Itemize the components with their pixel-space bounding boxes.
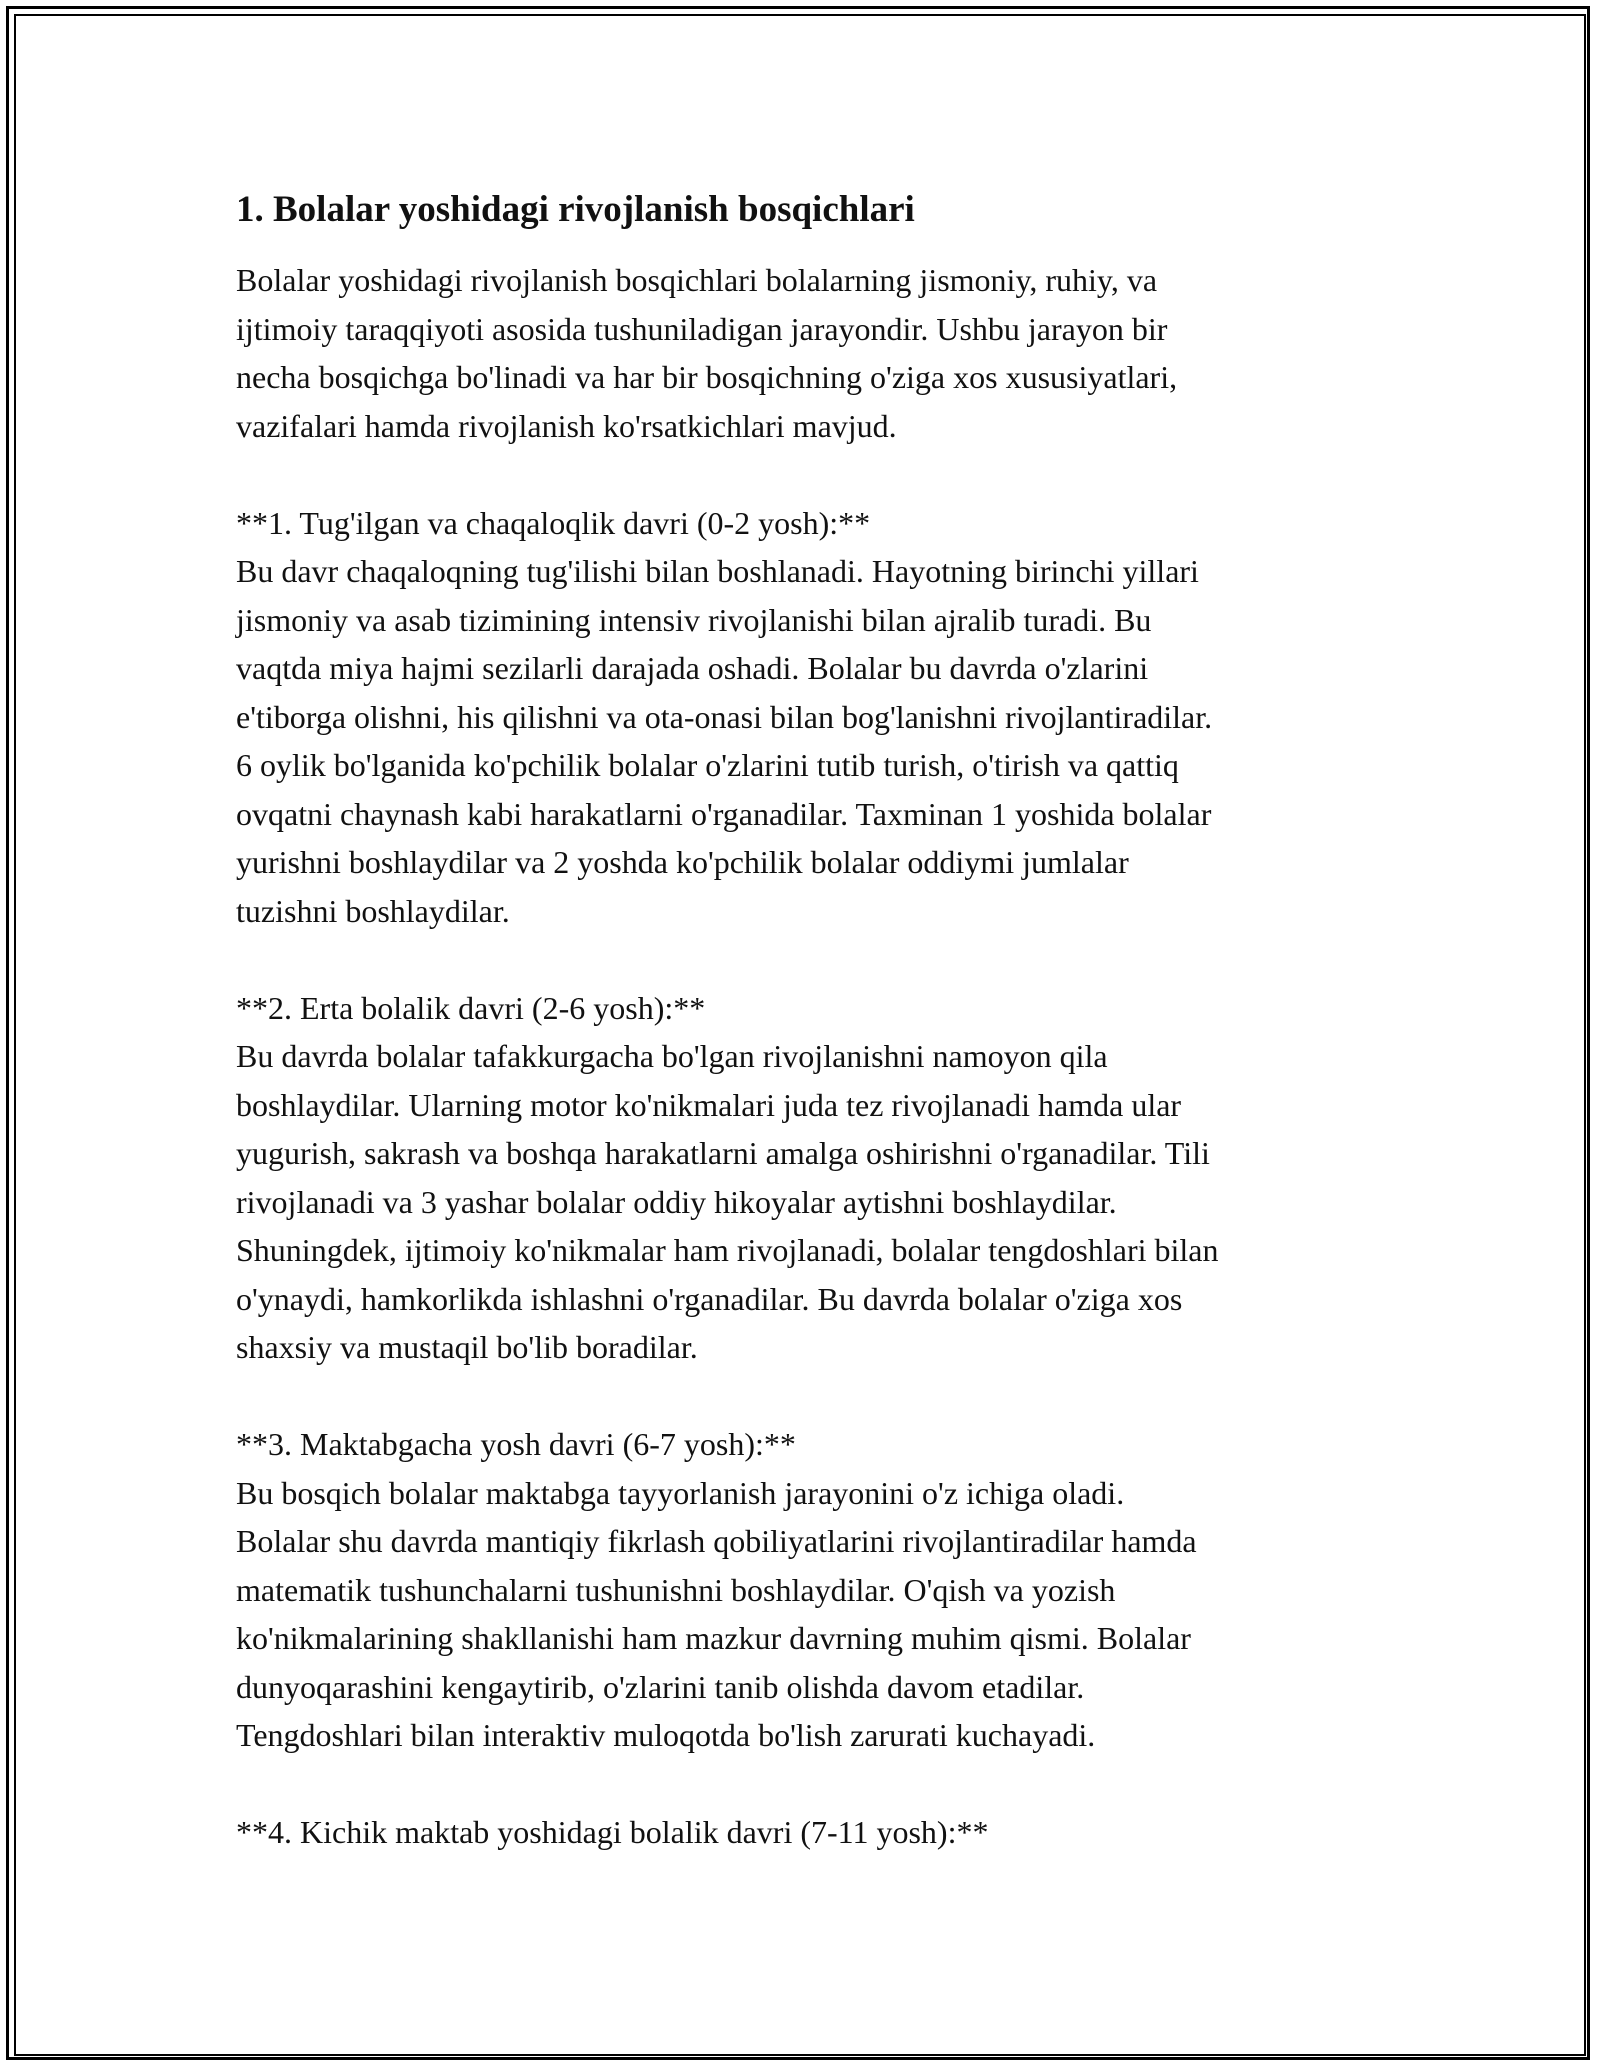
section-1 bbox=[236, 499, 1366, 936]
section-title: **4. Kichik maktab yoshidagi bolalik davri (7-11 yosh):** bbox=[236, 1814, 989, 1850]
document-content bbox=[236, 186, 1366, 1857]
section-body: Bu davr chaqaloqning tug'ilishi bilan boshlanadi. Hayotning birinchi yillari jismoniy va asab tizimining intensiv rivojlanishi bilan ajralib turadi. Bu vaqtda miya hajmi sezilarli darajada oshadi. Bolalar bu davrda o'zlarini e'tiborga olishni, his qilishni va ota-onasi bilan bog'lanishni rivojlantiradilar. 6 oylik bo'lganida ko'pchilik bolalar o'zlarini tutib turish, o'tirish va qattiq ovqatni chaynash kabi harakatlarni o'rganadilar. Taxminan 1 yoshida bolalar yurishni boshlaydilar va 2 yoshda ko'pchilik bolalar oddiymi jumlalar tuzishni boshlaydilar. bbox=[236, 553, 1213, 929]
section-4 bbox=[236, 1808, 1366, 1857]
section-body: Bu bosqich bolalar maktabga tayyorlanish jarayonini o'z ichiga oladi. Bolalar shu davrda mantiqiy fikrlash qobiliyatlarini rivojlantiradilar hamda matematik tushunchalarni tushunishni boshlaydilar. O'qish va yozish ko'nikmalarining shakllanishi ham mazkur davrning muhim qismi. Bolalar dunyoqarashini kengaytirib, o'zlarini tanib olishda davom etadilar. Tengdoshlari bilan interaktiv muloqotda bo'lish zarurati kuchayadi. bbox=[236, 1474, 1197, 1753]
document-heading: 1. Bolalar yoshidagi rivojlanish bosqichlari bbox=[236, 189, 915, 230]
intro-paragraph: Bolalar yoshidagi rivojlanish bosqichlari bolalarning jismoniy, ruhiy, va ijtimoiy taraqqiyoti asosida tushuniladigan jarayondir. Ushbu jarayon bir necha bosqichga bo'linadi va har bir bosqichning o'ziga xos xususiyatlari, vazifalari hamda rivojlanish ko'rsatkichlari mavjud. bbox=[236, 262, 1178, 444]
section-title: **2. Erta bolalik davri (2-6 yosh):** bbox=[236, 989, 706, 1026]
section-3 bbox=[236, 1420, 1366, 1760]
section-body: Bu davrda bolalar tafakkurgacha bo'lgan rivojlanishni namoyon qila boshlaydilar. Ularning motor ko'nikmalari juda tez rivojlanadi hamda ular yugurish, sakrash va boshqa harakatlarni amalga oshirishni o'rganadilar. Tili rivojlanadi va 3 yashar bolalar oddiy hikoyalar aytishni boshlaydilar. Shuningdek, ijtimoiy ko'nikmalar ham rivojlanadi, bolalar tengdoshlari bilan o'ynaydi, hamkorlikda ishlashni o'rganadilar. Bu davrda bolalar o'ziga xos shaxsiy va mustaqil bo'lib boradilar. bbox=[236, 1038, 1219, 1365]
section-2 bbox=[236, 984, 1366, 1372]
section-title: **3. Maktabgacha yosh davri (6-7 yosh):** bbox=[236, 1426, 796, 1462]
section-title: **1. Tug'ilgan va chaqaloqlik davri (0-2 yosh):** bbox=[236, 504, 871, 541]
